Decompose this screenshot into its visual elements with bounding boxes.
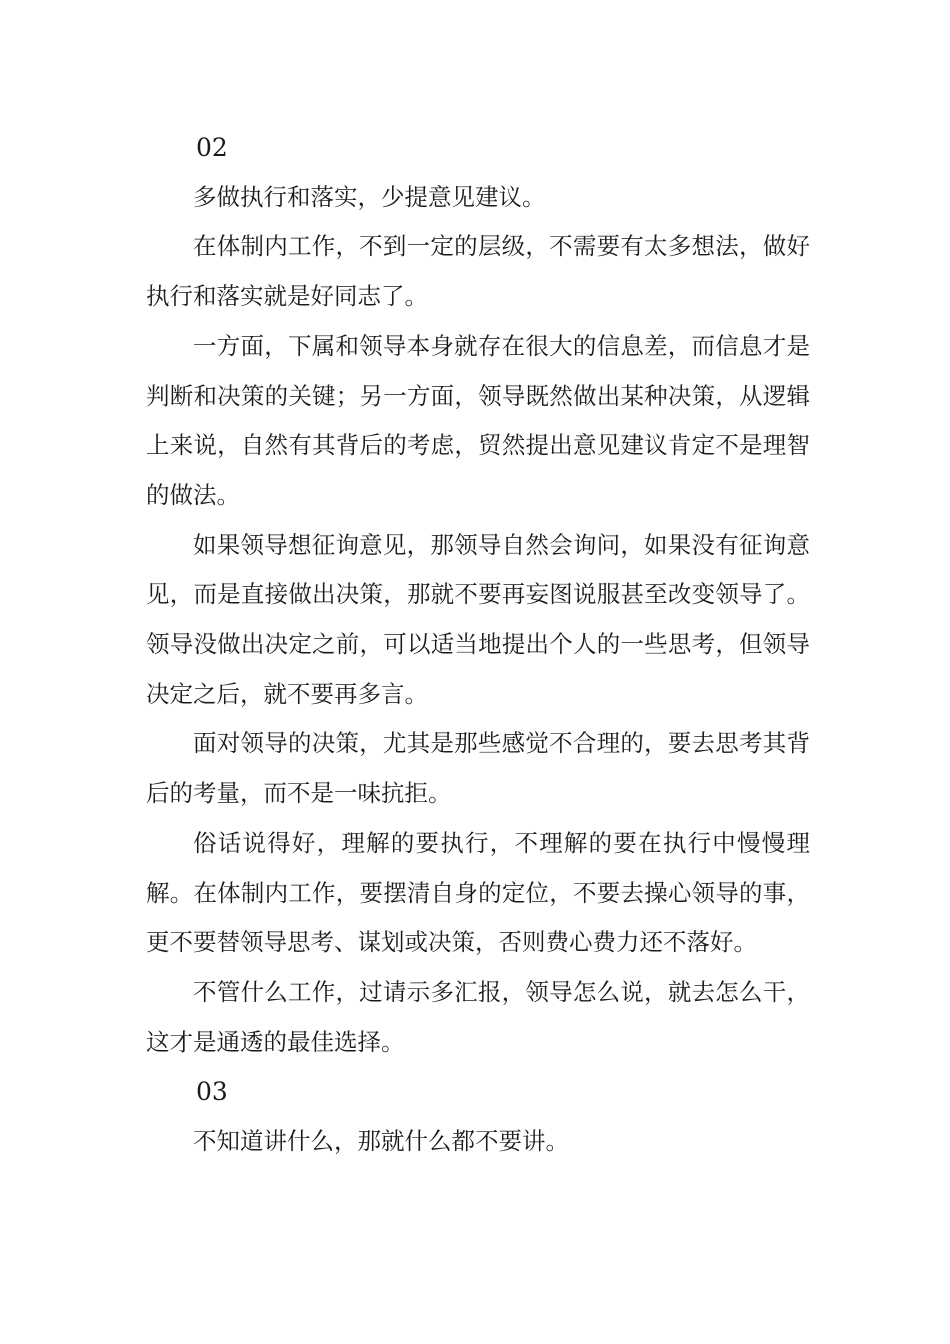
body-paragraph: 一方面，下属和领导本身就存在很大的信息差，而信息才是判断和决策的关键；另一方面，领导既然做出某种决策，从逻辑上来说，自然有其背后的考虑，贸然提出意见建议肯定不是理智的做法。 <box>146 331 810 509</box>
body-paragraph: 如果领导想征询意见，那领导自然会询问，如果没有征询意见，而是直接做出决策，那就不要再妄图说服甚至改变领导了。领导没做出决定之前，可以适当地提出个人的一些思考，但领导决定之后，就不要再多言。 <box>146 530 810 708</box>
body-paragraph: 在体制内工作，不到一定的层级，不需要有太多想法，做好执行和落实就是好同志了。 <box>146 232 810 311</box>
document-body <box>146 123 810 1167</box>
section-02-number: 02 <box>196 133 228 162</box>
body-paragraph: 不管什么工作，过请示多汇报，领导怎么说，就去怎么干，这才是通透的最佳选择。 <box>146 977 810 1056</box>
section-03-subtitle: 不知道讲什么，那就什么都不要讲。 <box>193 1127 569 1156</box>
section-03-number: 03 <box>196 1077 228 1107</box>
body-paragraph: 俗话说得好，理解的要执行，不理解的要在执行中慢慢理解。在体制内工作，要摆清自身的定位，不要去操心领导的事，更不要替领导思考、谋划或决策，否则费心费力还不落好。 <box>146 828 810 957</box>
section-02-subtitle: 多做执行和落实，少提意见建议。 <box>193 182 546 211</box>
body-paragraph: 面对领导的决策，尤其是那些感觉不合理的，要去思考其背后的考量，而不是一味抗拒。 <box>146 729 810 808</box>
